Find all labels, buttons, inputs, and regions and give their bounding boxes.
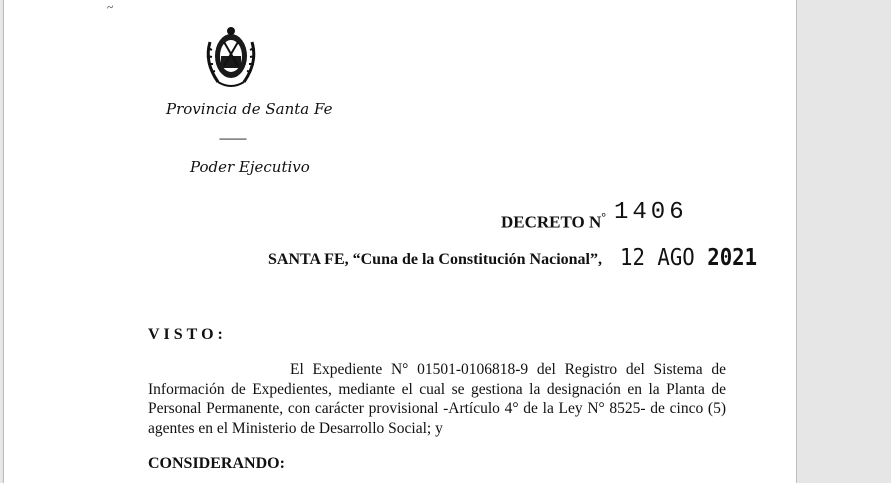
date-year: 2021 — [707, 245, 758, 271]
viewer-side-panel — [797, 0, 891, 483]
decree-label-text: DECRETO N — [501, 212, 602, 232]
branch-title: Poder Ejecutivo — [190, 158, 310, 176]
decree-label — [501, 210, 606, 233]
pen-mark-icon: ~ — [105, 0, 115, 15]
considerando-heading: CONSIDERANDO: — [148, 455, 285, 472]
header-separator: --------- — [219, 131, 246, 145]
document-page — [3, 0, 797, 483]
provincial-coat-of-arms-icon — [200, 22, 262, 92]
visto-paragraph-text: El Expediente N° 01501-0106818-9 del Registro del Sistema de Información de Expedientes, mediante el cual se gestiona la designación en la Planta de Personal Permanente, con carácter provisional -Artículo 4° de la Ley N° 8525- de cinco (5) agentes en el Ministerio de Desarrollo Social; y — [148, 361, 726, 437]
visto-heading: VISTO: — [148, 326, 227, 343]
decree-number: 1406 — [614, 199, 688, 226]
place-line: SANTA FE, “Cuna de la Constitución Nacional”, — [268, 251, 602, 268]
visto-paragraph — [148, 360, 726, 438]
decree-date — [620, 245, 757, 271]
degree-sign: ° — [601, 210, 607, 224]
date-day-month: 12 AGO — [620, 245, 695, 271]
province-title: Provincia de Santa Fe — [166, 100, 333, 118]
